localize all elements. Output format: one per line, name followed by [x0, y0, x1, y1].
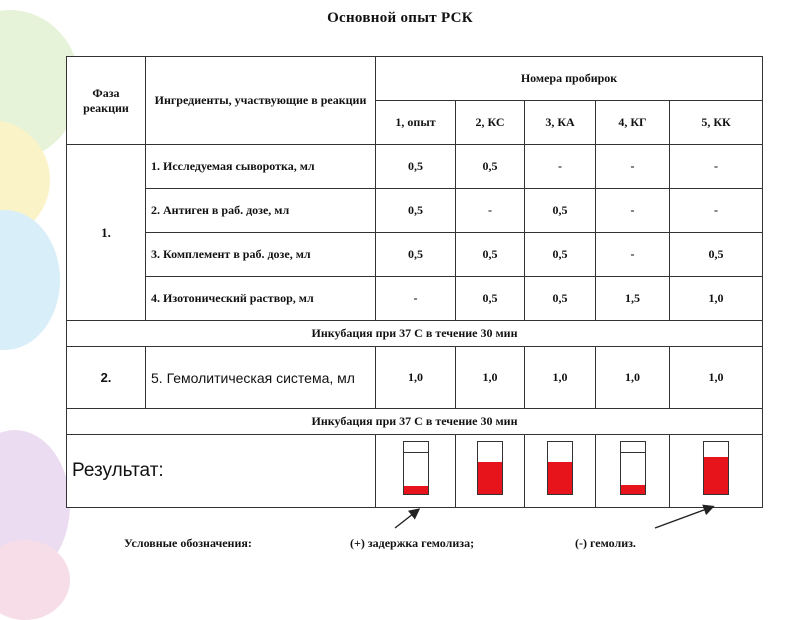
table-cell: -: [456, 189, 525, 233]
arrow-positive: [395, 510, 418, 528]
table-cell: 1,0: [456, 347, 525, 409]
table-cell: -: [670, 145, 763, 189]
arrow-negative: [655, 507, 712, 528]
legend-title: Условные обозначения:: [124, 536, 252, 550]
table-cell: 0,5: [456, 145, 525, 189]
background-balloon-blue: [0, 210, 60, 350]
table-cell: 0,5: [456, 277, 525, 321]
table-cell: 1,0: [670, 347, 763, 409]
incubation-row-2: Инкубация при 37 С в течение 30 мин: [67, 409, 763, 435]
table-row: [67, 277, 763, 321]
table-cell: -: [376, 277, 456, 321]
table-cell: -: [596, 145, 670, 189]
result-tube-cell: [670, 435, 763, 508]
ingredient-name: 3. Комплемент в раб. дозе, мл: [146, 233, 376, 277]
header-tube: 4, КГ: [596, 101, 670, 145]
table-cell: -: [596, 189, 670, 233]
result-row: [67, 435, 763, 508]
header-tube: 5, КК: [670, 101, 763, 145]
tube-fill: [621, 485, 645, 494]
result-tube-cell: [596, 435, 670, 508]
test-tube: [620, 441, 646, 495]
table-cell: 0,5: [376, 145, 456, 189]
result-tube-cell: [376, 435, 456, 508]
legend-negative: (-) гемолиз.: [575, 536, 636, 550]
tube-fill: [404, 486, 428, 494]
rsk-table: [66, 56, 763, 508]
header-tube: 1, опыт: [376, 101, 456, 145]
background-balloon-pink: [0, 540, 70, 620]
test-tube: [703, 441, 729, 495]
tube-fill: [478, 462, 502, 494]
table-cell: -: [670, 189, 763, 233]
header-tube: 3, КА: [525, 101, 596, 145]
result-tube-cell: [456, 435, 525, 508]
table-cell: 1,5: [596, 277, 670, 321]
table-cell: 0,5: [376, 189, 456, 233]
ingredient-name: 4. Изотонический раствор, мл: [146, 277, 376, 321]
page-title: Основной опыт РСК: [327, 10, 473, 26]
test-tube: [477, 441, 503, 495]
header-ingredients: Ингредиенты, участвующие в реакции: [146, 57, 376, 145]
table-row: [67, 189, 763, 233]
table-cell: -: [596, 233, 670, 277]
tube-divider: [404, 452, 428, 453]
tube-fill: [704, 457, 728, 494]
table-cell: 0,5: [525, 233, 596, 277]
table-cell: 1,0: [670, 277, 763, 321]
table-cell: 1,0: [525, 347, 596, 409]
tube-divider: [621, 452, 645, 453]
table-cell: -: [525, 145, 596, 189]
table-row: [67, 347, 763, 409]
table-cell: 0,5: [376, 233, 456, 277]
test-tube: [403, 441, 429, 495]
ingredient-name: 1. Исследуемая сыворотка, мл: [146, 145, 376, 189]
header-tube: 2, КС: [456, 101, 525, 145]
result-label: Результат:: [67, 435, 376, 508]
table-cell: 1,0: [596, 347, 670, 409]
table-cell: 0,5: [456, 233, 525, 277]
test-tube: [547, 441, 573, 495]
header-tube-numbers: Номера пробирок: [376, 57, 763, 101]
table-cell: 0,5: [525, 277, 596, 321]
table-cell: 0,5: [670, 233, 763, 277]
table-cell: 1,0: [376, 347, 456, 409]
legend-positive: (+) задержка гемолиза;: [350, 536, 475, 550]
ingredient-name: 2. Антиген в раб. дозе, мл: [146, 189, 376, 233]
ingredient-name: 5. Гемолитическая система, мл: [146, 347, 376, 409]
tube-fill: [548, 462, 572, 494]
table-row: [67, 145, 763, 189]
phase-2-label: 2.: [67, 347, 146, 409]
table-row: [67, 233, 763, 277]
result-tube-cell: [525, 435, 596, 508]
table-cell: 0,5: [525, 189, 596, 233]
phase-1-label: 1.: [67, 145, 146, 321]
incubation-row-1: Инкубация при 37 С в течение 30 мин: [67, 321, 763, 347]
header-phase: Фаза реакции: [67, 57, 146, 145]
